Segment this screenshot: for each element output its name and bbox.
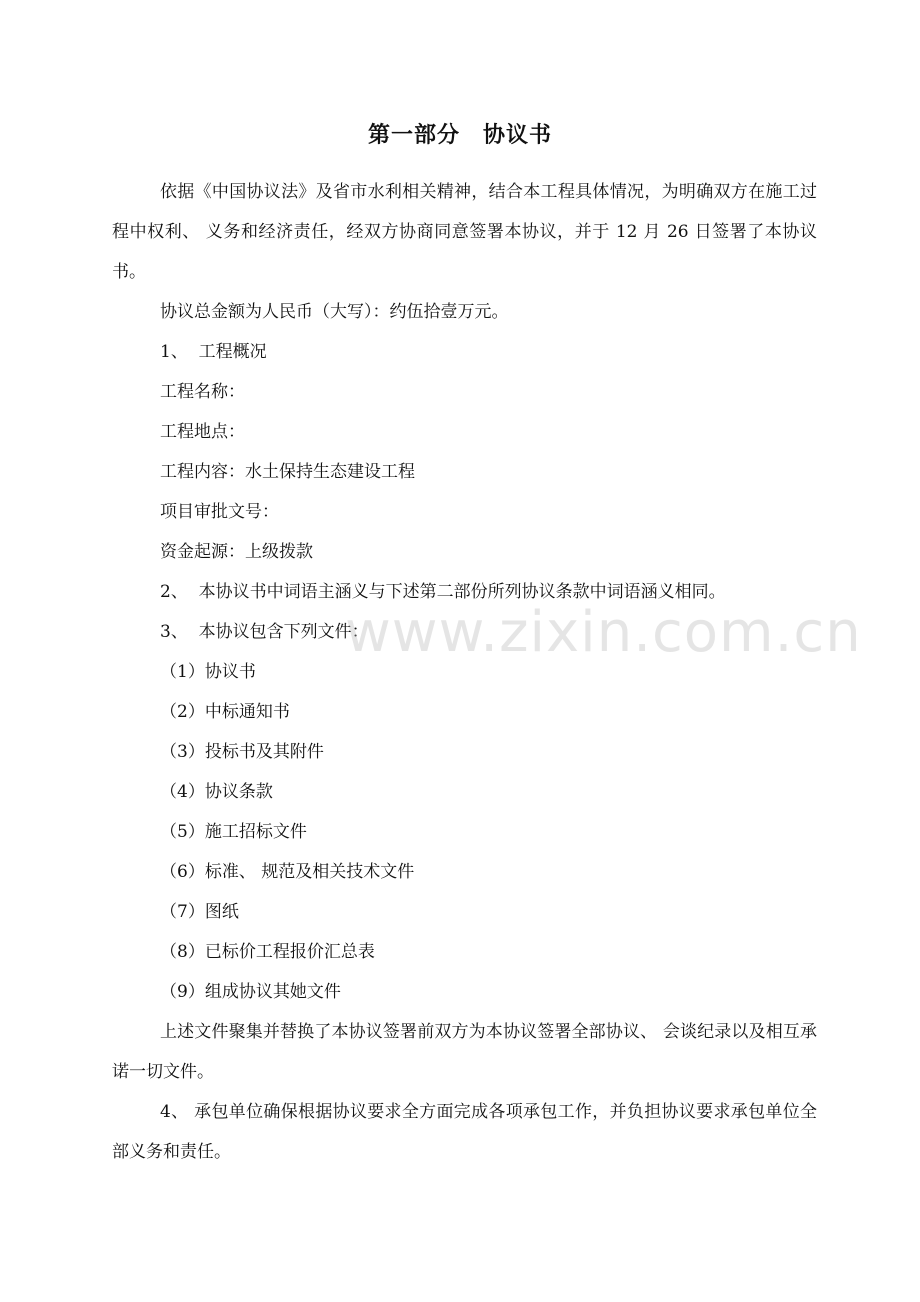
file-list-item: （3）投标书及其附件 bbox=[160, 742, 324, 762]
intro-paragraph: 依据《中国协议法》及省市水利相关精神，结合本工程具体情况，为明确双方在施工过程中权利、 义务和经济责任，经双方协商同意签署本协议，并于 12 月 26 日签署了本协议书。 bbox=[112, 182, 817, 282]
project-content-line: 工程内容：水土保持生态建设工程 bbox=[160, 462, 415, 482]
page-title: 第一部分 协议书 bbox=[367, 122, 552, 148]
file-list-item: （8）已标价工程报价汇总表 bbox=[160, 942, 375, 962]
file-list-item: （9）组成协议其她文件 bbox=[160, 982, 341, 1002]
section-1-heading: 1、 工程概况 bbox=[160, 342, 267, 362]
supersede-paragraph: 上述文件聚集并替换了本协议签署前双方为本协议签署全部协议、 会谈纪录以及相互承诺一切文件。 bbox=[112, 1022, 817, 1082]
file-list-item: （7）图纸 bbox=[160, 902, 239, 922]
total-amount-line: 协议总金额为人民币（大写）：约伍拾壹万元。 bbox=[160, 302, 509, 322]
section-3-heading: 3、 本协议包含下列文件： bbox=[160, 622, 369, 642]
project-name-line: 工程名称： bbox=[160, 382, 245, 402]
watermark: www.zixin.com.cn bbox=[345, 600, 862, 665]
approval-number-line: 项目审批文号： bbox=[160, 502, 279, 522]
project-location-line: 工程地点： bbox=[160, 422, 245, 442]
file-list-item: （5）施工招标文件 bbox=[160, 822, 307, 842]
file-list-item: （4）协议条款 bbox=[160, 782, 273, 802]
section-2-line: 2、 本协议书中词语主涵义与下述第二部份所列协议条款中词语涵义相同。 bbox=[160, 582, 726, 602]
section-4-paragraph: 4、 承包单位确保根据协议要求全方面完成各项承包工作，并负担协议要求承包单位全部义务和责任。 bbox=[112, 1102, 817, 1162]
file-list-item: （1）协议书 bbox=[160, 662, 256, 682]
file-list-item: （2）中标通知书 bbox=[160, 702, 290, 722]
file-list-item: （6）标准、 规范及相关技术文件 bbox=[160, 862, 415, 882]
document-body bbox=[112, 172, 817, 1172]
funding-source-line: 资金起源：上级拨款 bbox=[160, 542, 313, 562]
